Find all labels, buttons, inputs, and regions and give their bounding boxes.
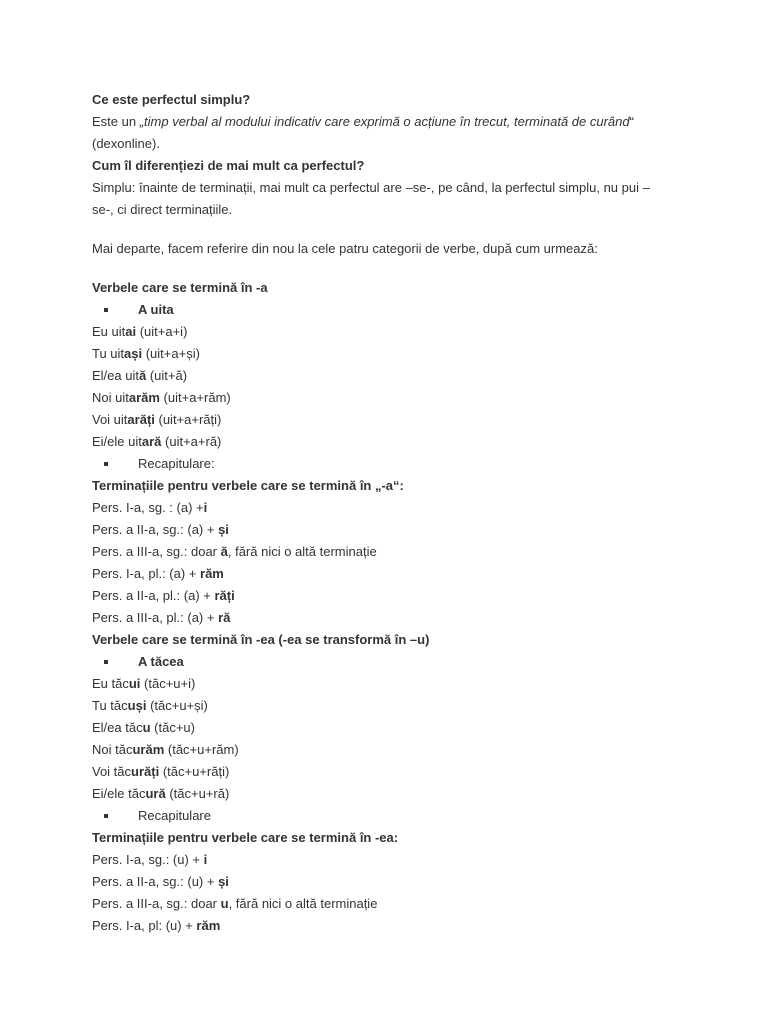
- bullet-square-icon: [104, 660, 108, 664]
- conjugation-line: Tu tăcuși (tăc+u+și): [92, 698, 208, 713]
- question-heading: Ce este perfectul simplu?: [92, 92, 251, 107]
- ending-line: Pers. I-a, pl: (u) + răm: [92, 918, 221, 933]
- conjugation-line: Eu uitai (uit+a+i): [92, 324, 188, 339]
- conjugation-line: Ei/ele tăcură (tăc+u+ră): [92, 786, 230, 801]
- bullet-square-icon: [104, 462, 108, 466]
- ending-line: Pers. I-a, pl.: (a) + răm: [92, 566, 224, 581]
- bullet-square-icon: [104, 814, 108, 818]
- conjugation-line: El/ea tăcu (tăc+u): [92, 720, 195, 735]
- conjugation-line: Tu uitași (uit+a+și): [92, 346, 200, 361]
- document-body: [92, 89, 692, 937]
- conjugation-line: Voi uitarăți (uit+a+răți): [92, 412, 222, 427]
- answer-text: se-, ci direct terminațiile.: [92, 202, 233, 217]
- bullet-item: A tăcea: [92, 651, 692, 673]
- ending-line: Pers. a II-a, sg.: (u) + și: [92, 874, 229, 889]
- ending-line: Pers. a III-a, sg.: doar ă, fără nici o altă terminație: [92, 544, 377, 559]
- ending-line: Pers. a III-a, sg.: doar u, fără nici o altă terminație: [92, 896, 378, 911]
- conjugation-line: Noi uitarăm (uit+a+răm): [92, 390, 231, 405]
- transition-text: Mai departe, facem referire din nou la cele patru categorii de verbe, după cum urmează:: [92, 241, 598, 256]
- endings-heading: Terminațiile pentru verbele care se termină în -ea:: [92, 830, 399, 845]
- bullet-item: A uita: [92, 299, 692, 321]
- definition-source: (dexonline).: [92, 136, 160, 151]
- ending-line: Pers. I-a, sg.: (u) + i: [92, 852, 208, 867]
- conjugation-line: Noi tăcurăm (tăc+u+răm): [92, 742, 239, 757]
- bullet-item: Recapitulare: [92, 805, 692, 827]
- conjugation-line: Voi tăcurăți (tăc+u+răți): [92, 764, 230, 779]
- section-heading: Verbele care se termină în -a: [92, 280, 268, 295]
- conjugation-line: Eu tăcui (tăc+u+i): [92, 676, 196, 691]
- ending-line: Pers. a II-a, pl.: (a) + răți: [92, 588, 235, 603]
- conjugation-line: El/ea uită (uit+ă): [92, 368, 188, 383]
- section-heading: Verbele care se termină în -ea (-ea se transformă în –u): [92, 632, 430, 647]
- conjugation-line: Ei/ele uitară (uit+a+ră): [92, 434, 222, 449]
- question-heading: Cum îl diferențiezi de mai mult ca perfectul?: [92, 158, 365, 173]
- answer-text: Simplu: înainte de terminații, mai mult ca perfectul are –se-, pe când, la perfectul simplu, nu pui –: [92, 180, 650, 195]
- ending-line: Pers. a II-a, sg.: (a) + și: [92, 522, 229, 537]
- bullet-item: Recapitulare:: [92, 453, 692, 475]
- endings-heading: Terminațiile pentru verbele care se termină în „-a“:: [92, 478, 404, 493]
- ending-line: Pers. I-a, sg. : (a) +i: [92, 500, 208, 515]
- definition-line: Este un „timp verbal al modului indicativ care exprimă o acțiune în trecut, terminată de curând“: [92, 114, 634, 129]
- ending-line: Pers. a III-a, pl.: (a) + ră: [92, 610, 231, 625]
- bullet-square-icon: [104, 308, 108, 312]
